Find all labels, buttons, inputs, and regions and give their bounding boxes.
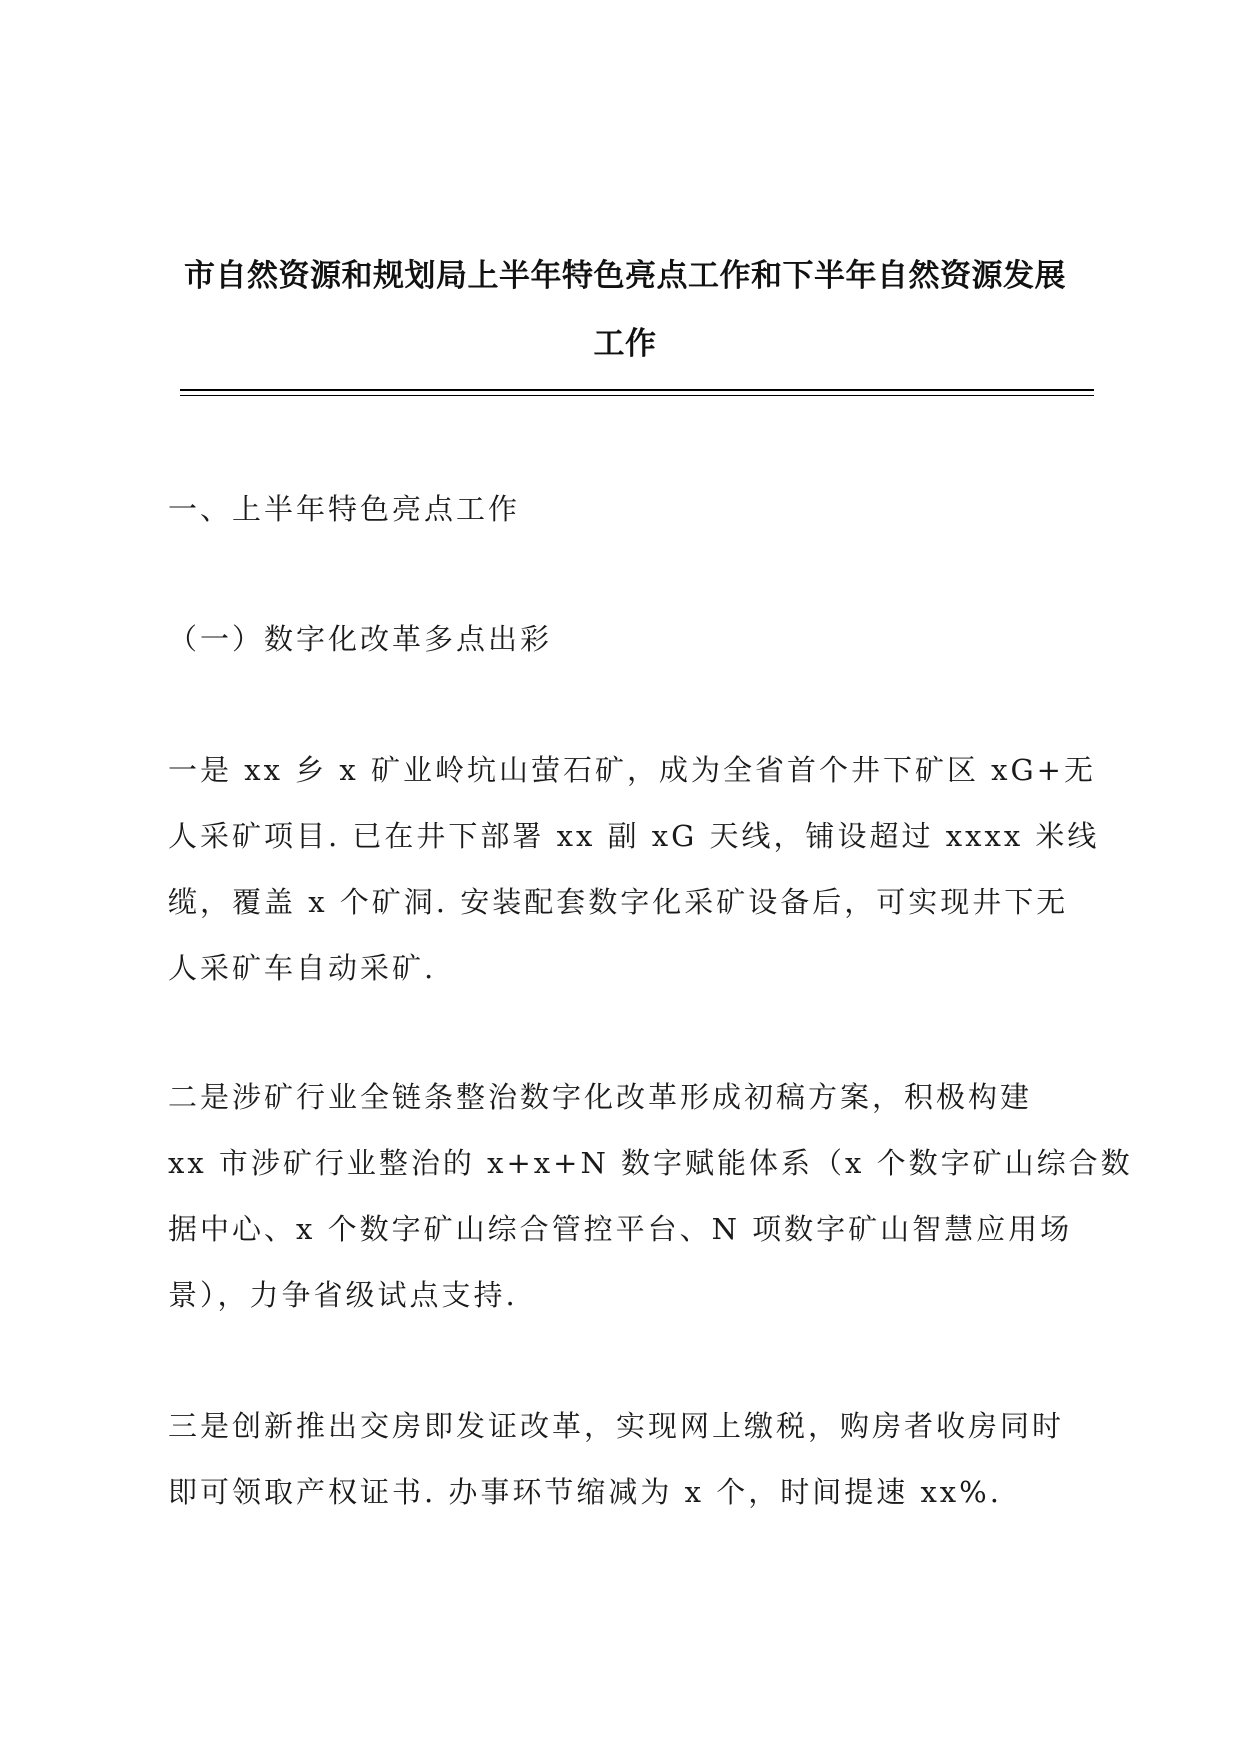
- section-heading: 一、上半年特色亮点工作: [168, 492, 521, 526]
- document-title-line-2: 工作: [593, 326, 657, 362]
- title-divider-thin: [180, 395, 1094, 396]
- paragraph-2-line-4: 景），力争省级试点支持.: [168, 1278, 518, 1312]
- title-divider-thick: [180, 389, 1094, 391]
- paragraph-1-line-3: 缆，覆盖 x 个矿洞. 安装配套数字化采矿设备后，可实现井下无: [168, 885, 1069, 919]
- paragraph-3-line-1: 三是创新推出交房即发证改革，实现网上缴税，购房者收房同时: [168, 1409, 1065, 1443]
- paragraph-1-line-4: 人采矿车自动采矿.: [168, 951, 437, 985]
- paragraph-2-line-1: 二是涉矿行业全链条整治数字化改革形成初稿方案，积极构建: [168, 1080, 1033, 1114]
- paragraph-3-line-2: 即可领取产权证书. 办事环节缩减为 x 个，时间提速 xx%.: [168, 1475, 1002, 1509]
- paragraph-1-line-2: 人采矿项目. 已在井下部署 xx 副 xG 天线，铺设超过 xxxx 米线: [168, 819, 1100, 853]
- subsection-heading: （一）数字化改革多点出彩: [168, 622, 553, 656]
- paragraph-2-line-2: xx 市涉矿行业整治的 x+x+N 数字赋能体系（x 个数字矿山综合数: [168, 1146, 1133, 1180]
- document-title-line-1: 市自然资源和规划局上半年特色亮点工作和下半年自然资源发展: [184, 258, 1066, 294]
- paragraph-1-line-1: 一是 xx 乡 x 矿业岭坑山萤石矿，成为全省首个井下矿区 xG+无: [168, 753, 1096, 787]
- paragraph-2-line-3: 据中心、x 个数字矿山综合管控平台、N 项数字矿山智慧应用场: [168, 1212, 1073, 1246]
